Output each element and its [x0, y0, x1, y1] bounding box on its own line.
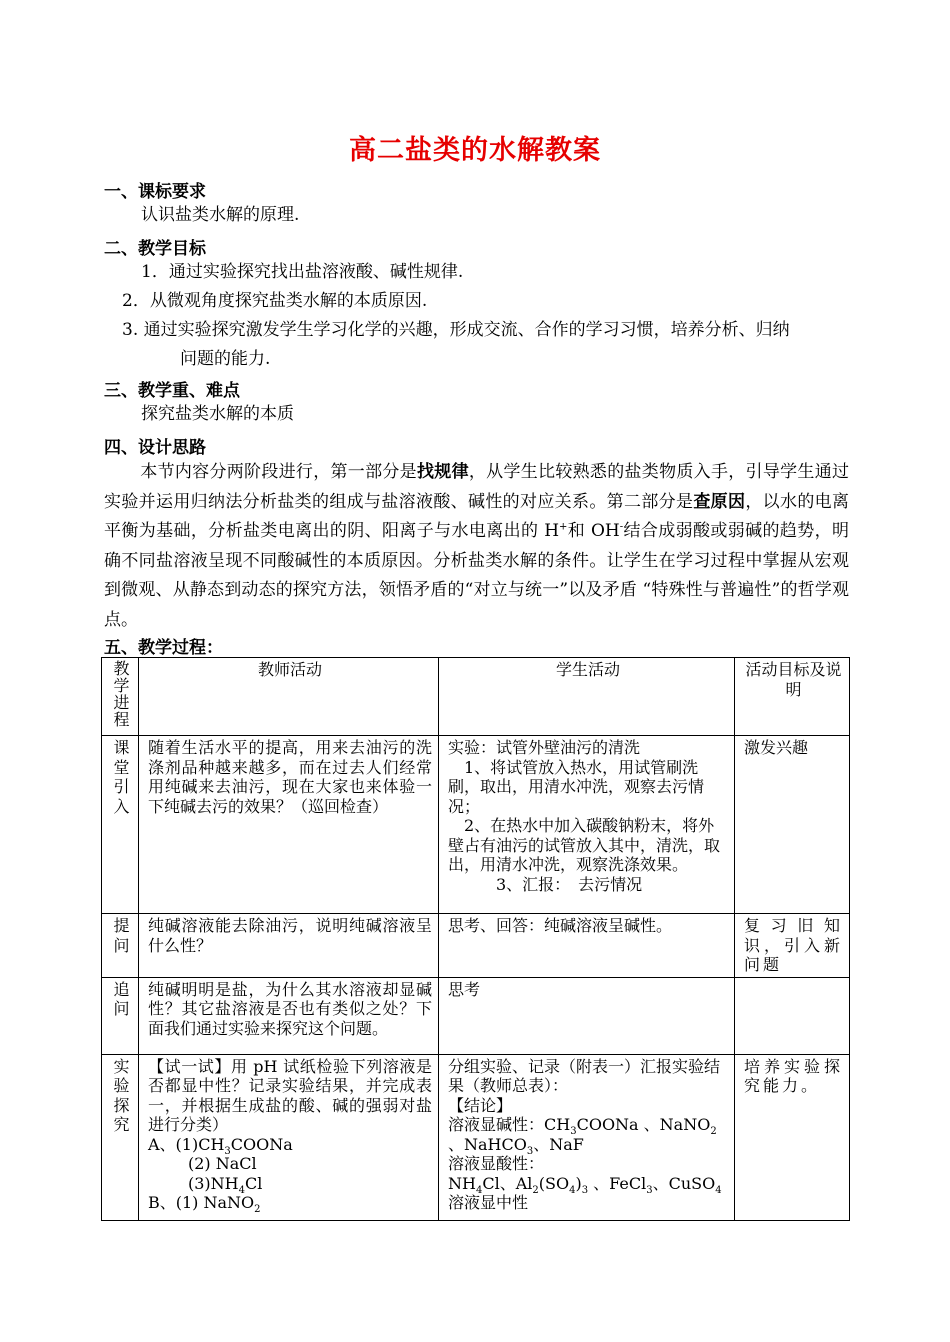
goal-item-3: 3. 通过实验探究激发学生学习化学的兴趣，形成交流、合作的学习习惯，培养分析、归纳 — [122, 320, 790, 340]
table-row — [102, 736, 850, 914]
teacher-cell: 纯碱明明是盐，为什么其水溶液却显碱性？其它盐溶液是否也有类似之处？下面我们通过实验来探究这个问题。 — [139, 977, 439, 1054]
process-table — [101, 657, 850, 1221]
table-header-row — [102, 658, 850, 736]
table-row — [102, 914, 850, 978]
stage-cell: 课堂引入 — [102, 736, 139, 914]
header-stage: 教学进程 — [102, 658, 139, 736]
student-cell: 思考、回答：纯碱溶液呈碱性。 — [439, 914, 735, 978]
student-cell: 分组实验、记录（附表一）汇报实验结果（教师总表）： 【结论】 溶液显碱性：$CH_3COONa$ 、NaNO$_2$ 、NaHCO$_3$、NaF 溶液显酸性： $NH_4Cl$、$Al_2(SO_4)_3$ 、FeCl$_3$、CuSO$_4$ 溶液显中性 — [439, 1054, 735, 1220]
goal-item-2: 2．从微观角度探究盐类水解的本质原因. — [122, 291, 428, 311]
section-text-3: 探究盐类水解的本质 — [141, 404, 294, 424]
stage-cell: 提问 — [102, 914, 139, 978]
page-title: 高二盐类的水解教案 — [349, 135, 601, 166]
goal-cell: 复习旧知识，引入新问题 — [735, 914, 850, 978]
stage-cell: 实验探究 — [102, 1054, 139, 1220]
stage-cell: 追问 — [102, 977, 139, 1054]
student-cell: 实验：试管外壁油污的清洗 1、将试管放入热水，用试管刷洗刷，取出，用清水冲洗，观察去污情况； 2、在热水中加入碳酸钠粉末，将外壁占有油污的试管放入其中，清洗，取出，用清水冲洗，观察洗涤效果。 3、汇报： 去污情况 — [439, 736, 735, 914]
section-heading-3: 三、教学重、难点 — [104, 381, 240, 401]
header-student: 学生活动 — [439, 658, 735, 736]
table-row — [102, 1054, 850, 1220]
teacher-cell: 纯碱溶液能去除油污，说明纯碱溶液呈什么性？ — [139, 914, 439, 978]
table-row — [102, 977, 850, 1054]
teacher-cell: 【试一试】用 pH 试纸检验下列溶液是否都显中性？记录实验结果，并完成表一，并根据生成盐的酸、碱的强弱对盐进行分类） A、$(1)CH_3COONa$ (2) NaCl $(3)NH_4Cl$ B、(1) NaNO$_2$ — [139, 1054, 439, 1220]
header-goal: 活动目标及说明 — [735, 658, 850, 736]
section-heading-1: 一、课标要求 — [104, 182, 206, 202]
student-cell: 思考 — [439, 977, 735, 1054]
goal-cell — [735, 977, 850, 1054]
goal-cell: 激发兴趣 — [735, 736, 850, 914]
section-heading-4: 四、设计思路 — [104, 438, 206, 458]
section-text-1: 认识盐类水解的原理. — [141, 205, 300, 225]
goal-item-3-cont: 问题的能力. — [180, 349, 271, 369]
teacher-cell: 随着生活水平的提高，用来去油污的洗涤剂品种越来越多，而在过去人们经常用纯碱来去油污，现在大家也来体验一下纯碱去污的效果？（巡回检查） — [139, 736, 439, 914]
section-heading-2: 二、教学目标 — [104, 239, 206, 259]
header-teacher: 教师活动 — [139, 658, 439, 736]
section-heading-5: 五、教学过程： — [104, 638, 223, 658]
goal-item-1: 1．通过实验探究找出盐溶液酸、碱性规律. — [141, 262, 464, 282]
goal-cell: 培养实验探究能力。 — [735, 1054, 850, 1220]
design-paragraph: 本节内容分两阶段进行，第一部分是找规律，从学生比较熟悉的盐类物质入手，引导学生通过实验并运用归纳法分析盐类的组成与盐溶液酸、碱性的对应关系。第二部分是查原因，以水的电离平衡为基础，分析盐类电离出的阴、阳离子与水电离出的 H+和 OH-结合成弱酸或弱碱的趋势，明确不同盐溶液呈现不同酸碱性的本质原因。分析盐类水解的条件。让学生在学习过程中掌握从宏观到微观、从静态到动态的探究方法，领悟矛盾的“对立与统一”以及矛盾 “特殊性与普遍性”的哲学观点。 — [104, 462, 850, 630]
